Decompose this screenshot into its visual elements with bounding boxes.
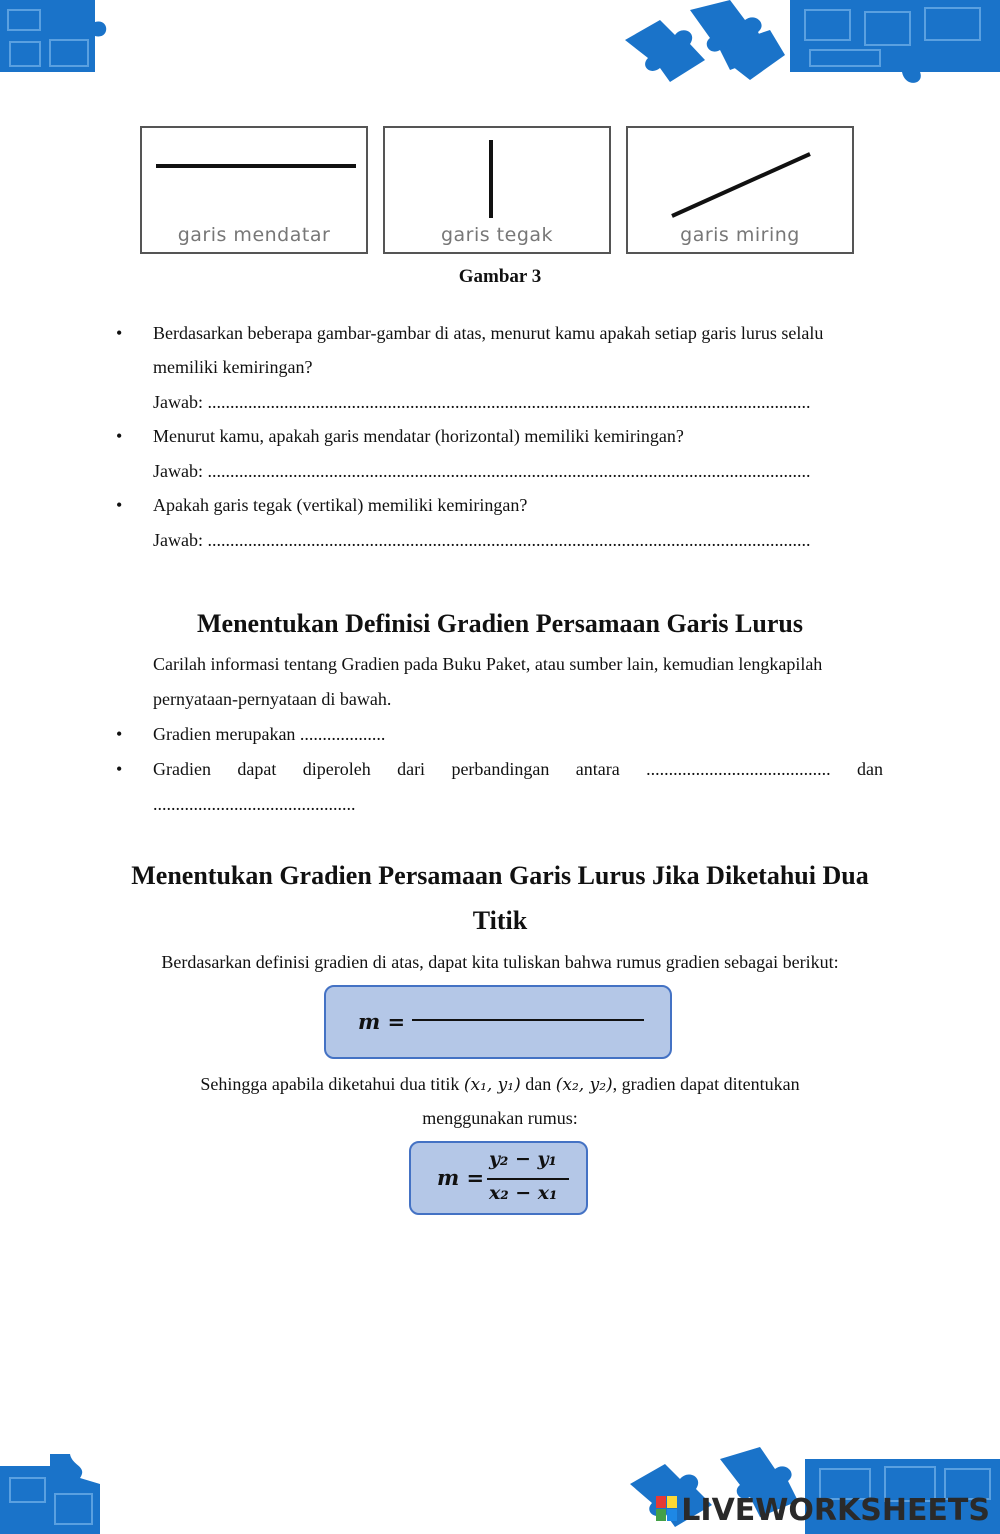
word: antara xyxy=(575,759,620,779)
answer-2-field[interactable]: Jawab: ...................................................................................................................................... xyxy=(153,461,811,481)
question-1-line-2: memiliki kemiringan? xyxy=(153,357,313,377)
word: dari xyxy=(397,759,426,779)
word: Gradien xyxy=(153,759,211,779)
formula-denominator: x₂ − x₁ xyxy=(489,1182,558,1204)
point-1: (x₁, y₁) xyxy=(463,1075,521,1095)
fraction-bar xyxy=(487,1178,569,1180)
section-1-title: Menentukan Definisi Gradien Persamaan Garis Lurus xyxy=(197,609,803,638)
question-3: Apakah garis tegak (vertikal) memiliki kemiringan? xyxy=(153,495,528,515)
word: perbandingan xyxy=(451,759,550,779)
section-1-intro-line-2: pernyataan-pernyataan di bawah. xyxy=(153,689,392,709)
puzzle-decoration-top-left xyxy=(0,0,110,75)
sentence-line-2: menggunakan rumus: xyxy=(422,1108,578,1128)
logo-text: LIVEWORKSHEETS xyxy=(681,1493,990,1528)
answer-1-field[interactable]: Jawab: ...................................................................................................................................... xyxy=(153,392,811,412)
puzzle-decoration-top-right xyxy=(620,0,1000,90)
formula-numerator: y₂ − y₁ xyxy=(489,1148,557,1170)
formula-lhs: m = xyxy=(358,1009,406,1034)
two-point-sentence xyxy=(0,1074,1000,1095)
sentence-text: , gradien dapat ditentukan xyxy=(612,1074,800,1094)
bullet-icon: • xyxy=(116,323,123,343)
liveworksheets-logo xyxy=(656,1493,990,1528)
formula-lhs: m = xyxy=(437,1165,485,1190)
question-2: Menurut kamu, apakah garis mendatar (horizontal) memiliki kemiringan? xyxy=(153,426,684,446)
figure-caption: Gambar 3 xyxy=(458,266,542,287)
section-2-intro: Berdasarkan definisi gradien di atas, dapat kita tuliskan bahwa rumus gradien sebagai berikut: xyxy=(161,952,839,972)
figure-gambar-3 xyxy=(138,126,858,258)
word: dan xyxy=(857,759,883,779)
bullet-icon: • xyxy=(116,759,123,779)
fraction-bar xyxy=(412,1019,644,1021)
answer-3-field[interactable]: Jawab: ...................................................................................................................................... xyxy=(153,530,811,550)
panel-vertical-line xyxy=(383,126,611,254)
gradien-ratio-line[interactable] xyxy=(153,759,883,780)
sentence-text: Sehingga apabila diketahui dua titik xyxy=(200,1074,460,1094)
bullet-icon: • xyxy=(116,426,123,446)
word: diperoleh xyxy=(302,759,371,779)
sentence-text: dan xyxy=(525,1074,552,1094)
panel-label: garis miring xyxy=(680,224,800,246)
panel-label: garis tegak xyxy=(440,224,554,246)
question-1-line-1: Berdasarkan beberapa gambar-gambar di atas, menurut kamu apakah setiap garis lurus selalu xyxy=(153,323,824,343)
section-2-title-line-2: Titik xyxy=(472,906,528,935)
panel-label: garis mendatar xyxy=(177,224,331,246)
bullet-icon: • xyxy=(116,724,123,744)
panel-horizontal-line xyxy=(140,126,368,254)
panel-slanted-line xyxy=(626,126,854,254)
ratio-blank-2[interactable]: ............................................. xyxy=(153,794,356,814)
puzzle-decoration-bottom-left xyxy=(0,1454,110,1534)
section-1-intro-line-1: Carilah informasi tentang Gradien pada Buku Paket, atau sumber lain, kemudian lengkapilah xyxy=(153,654,823,674)
gradien-definition-field[interactable]: Gradien merupakan ................... xyxy=(153,724,386,744)
section-2-title-line-1: Menentukan Gradien Persamaan Garis Lurus Jika Diketahui Dua xyxy=(131,861,869,890)
gradient-formula-box xyxy=(409,1141,588,1215)
liveworksheets-mark-icon xyxy=(656,1494,678,1524)
point-2: (x₂, y₂) xyxy=(555,1075,613,1095)
ratio-blank-1[interactable]: ......................................... xyxy=(646,759,831,779)
word: dapat xyxy=(237,759,277,779)
formula-blank-box[interactable] xyxy=(324,985,672,1059)
bullet-icon: • xyxy=(116,495,123,515)
